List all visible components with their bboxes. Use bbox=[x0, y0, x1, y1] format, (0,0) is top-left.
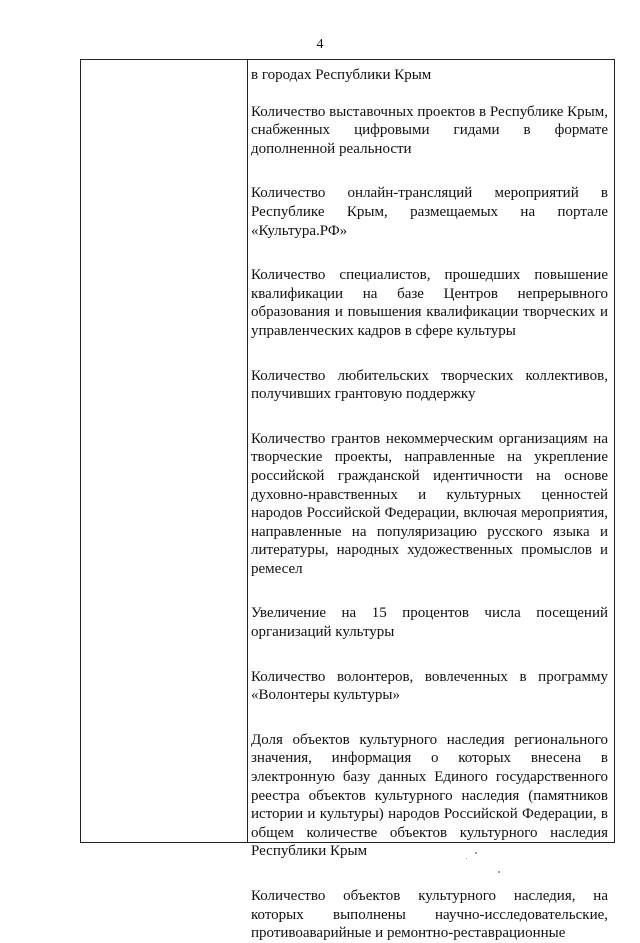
table-cell-text: Количество онлайн-трансляций мероприятий в Республике Крым, размещаемых на портале «Культура.РФ» bbox=[251, 185, 608, 239]
table-cell-text: Доля объектов культурного наследия регионального значения, информация о которых внесена в электронную базу данных Единого государственного реестра объектов культурного наследия (памятников истории и культуры) народов Российской Федерации, в общем количестве объектов культурного наследия Республики Крым bbox=[251, 731, 608, 860]
table-cell-text: Количество любительских творческих коллективов, получивших грантовую поддержку bbox=[251, 367, 608, 403]
table-cell-text: Количество объектов культурного наследия, на которых выполнены научно-исследовательские, противоаварийные и ремонтно-реставрационные bbox=[251, 888, 608, 942]
document-table bbox=[80, 59, 615, 942]
table-cell-text: Количество грантов некоммерческим организациям на творческие проекты, направленные на укрепление российской гражданской идентичности на основе духовно-нравственных и культурных ценностей народов Российской Федерации, включая мероприятия, направленные на популяризацию русского языка и литературы, народных художественных промыслов и ремесел bbox=[251, 430, 608, 577]
scan-speck bbox=[475, 852, 477, 854]
table-cell-text: Увеличение на 15 процентов числа посещений организаций культуры bbox=[251, 605, 608, 641]
column-divider bbox=[247, 60, 248, 842]
table-cell-text: Количество специалистов, прошедших повышение квалификации на базе Центров непрерывного образования и повышения квалификации творческих и управленческих кадров в сфере культуры bbox=[251, 267, 608, 339]
page-number: 4 bbox=[316, 37, 324, 52]
table-cell-text: Количество выставочных проектов в Республике Крым, снабженных цифровыми гидами в формате дополненной реальности bbox=[251, 103, 608, 157]
scan-speck bbox=[498, 871, 500, 873]
right-column bbox=[251, 60, 608, 943]
scan-speck bbox=[466, 858, 467, 859]
table-cell-text: в городах Республики Крым bbox=[251, 67, 432, 83]
table-cell-text: Количество волонтеров, вовлеченных в программу «Волонтеры культуры» bbox=[251, 668, 608, 704]
